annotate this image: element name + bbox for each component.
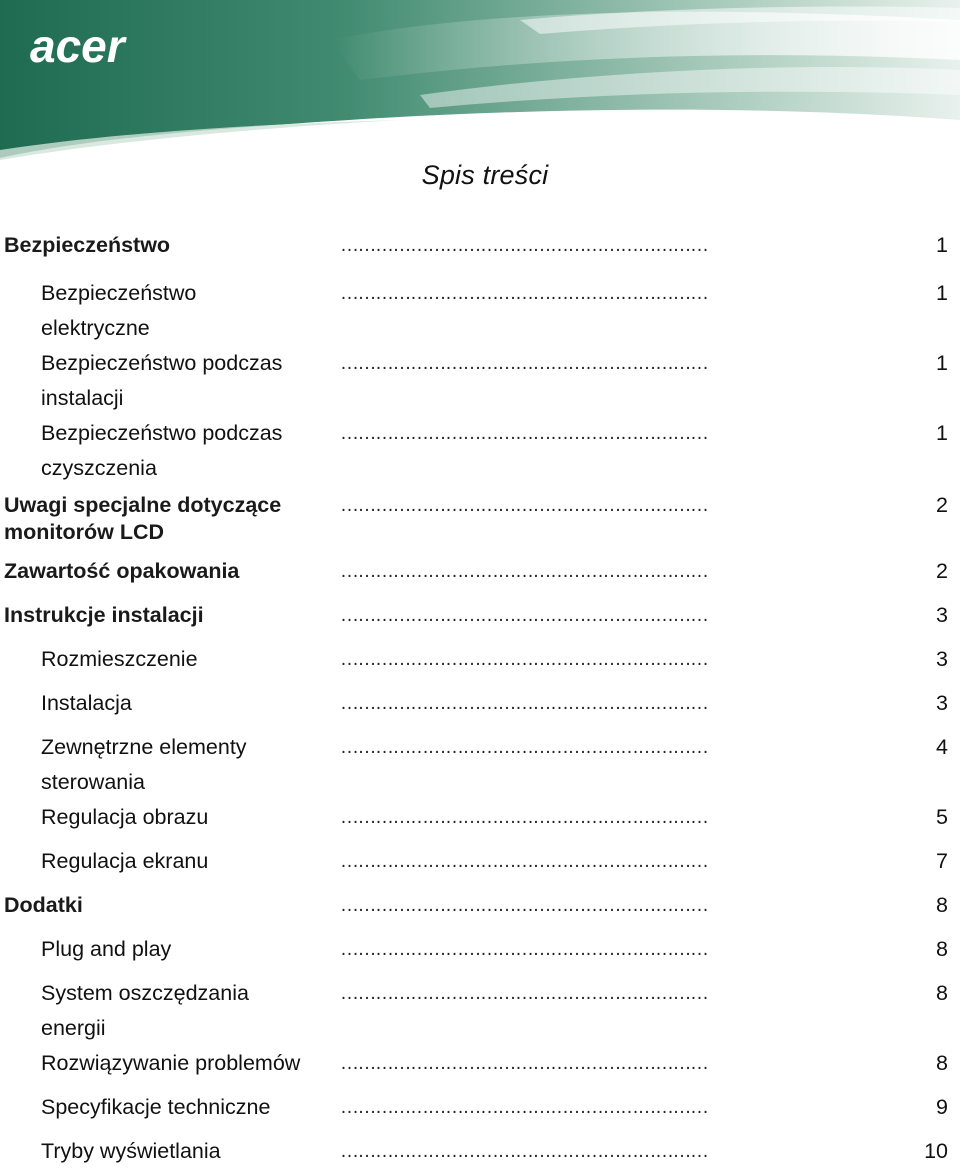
toc-entry-label: Dodatki xyxy=(4,893,83,917)
toc-entry-label: Bezpieczeństwo elektryczne xyxy=(41,281,197,340)
toc-entry-label: Regulacja obrazu xyxy=(41,805,209,829)
toc-page-number: 5 xyxy=(936,805,948,829)
toc-leader-dots: ……………………………………………………… xyxy=(340,353,708,374)
toc-leader-dots: ……………………………………………………… xyxy=(340,561,708,582)
toc-page-number: 8 xyxy=(936,893,948,917)
acer-logo: acer xyxy=(30,20,125,72)
toc-entry-label: Specyfikacje techniczne xyxy=(41,1095,271,1119)
toc-page-number: 8 xyxy=(936,981,948,1005)
toc-entry[interactable] xyxy=(0,1090,960,1125)
toc-entry-label: Tryby wyświetlania xyxy=(41,1139,221,1163)
toc-leader-dots: ……………………………………………………… xyxy=(340,895,708,916)
toc-entry[interactable] xyxy=(0,686,960,721)
toc-entry[interactable] xyxy=(0,888,960,923)
toc-leader-dots: ……………………………………………………… xyxy=(340,495,708,516)
toc-entry[interactable] xyxy=(0,276,960,346)
toc-entry-label: Instrukcje instalacji xyxy=(4,603,204,627)
toc-leader-dots: ……………………………………………………… xyxy=(340,605,708,626)
toc-leader-dots: ……………………………………………………… xyxy=(340,1141,708,1162)
toc-leader-dots: ……………………………………………………… xyxy=(340,851,708,872)
toc-entry-label: Rozwiązywanie problemów xyxy=(41,1051,301,1075)
toc-leader-dots: ……………………………………………………… xyxy=(340,1053,708,1074)
toc-entry[interactable] xyxy=(0,976,960,1046)
toc-leader-dots: ……………………………………………………… xyxy=(340,423,708,444)
toc-entry[interactable] xyxy=(0,416,960,486)
toc-entry-label: Bezpieczeństwo podczas czyszczenia xyxy=(41,421,283,480)
toc-page-number: 1 xyxy=(936,233,948,257)
header-banner xyxy=(0,0,960,160)
toc-leader-dots: ……………………………………………………… xyxy=(340,1097,708,1118)
toc-page-number: 8 xyxy=(936,1051,948,1075)
toc-leader-dots: ……………………………………………………… xyxy=(340,737,708,758)
toc-page-number: 3 xyxy=(936,647,948,671)
toc-entry-label: Zewnętrzne elementy sterowania xyxy=(41,735,247,794)
toc-entry-label: Bezpieczeństwo podczas instalacji xyxy=(41,351,283,410)
toc-page-number: 8 xyxy=(936,937,948,961)
toc-entry[interactable] xyxy=(0,1046,960,1081)
toc-entry[interactable] xyxy=(0,1134,960,1169)
toc-page-number: 1 xyxy=(936,421,948,445)
toc-leader-dots: ……………………………………………………… xyxy=(340,283,708,304)
toc-page-number: 3 xyxy=(936,691,948,715)
toc-page-number: 1 xyxy=(936,351,948,375)
toc-page-number: 2 xyxy=(936,559,948,583)
toc-entry-label: Instalacja xyxy=(41,691,132,715)
page-title: Spis treści xyxy=(421,160,549,190)
toc-entry[interactable] xyxy=(0,730,960,800)
toc-page-number: 2 xyxy=(936,493,948,517)
toc-leader-dots: ……………………………………………………… xyxy=(340,807,708,828)
toc-entry[interactable] xyxy=(0,800,960,835)
toc-entry-label: Bezpieczeństwo xyxy=(4,233,171,257)
toc-page-number: 1 xyxy=(936,281,948,305)
toc-entry-label: Regulacja ekranu xyxy=(41,849,209,873)
toc-page-number: 10 xyxy=(924,1139,948,1163)
toc-entry-label: Zawartość opakowania xyxy=(4,559,240,583)
toc-page-number: 4 xyxy=(936,735,948,759)
toc-entry[interactable] xyxy=(0,844,960,879)
toc-entry-label: System oszczędzania energii xyxy=(41,981,249,1040)
toc-entry-label: Plug and play xyxy=(41,937,172,961)
banner-graphic xyxy=(0,0,960,160)
toc-entry[interactable] xyxy=(0,488,960,550)
toc-entry-label: Uwagi specjalne dotyczące monitorów LCD xyxy=(4,493,282,544)
toc-page-number: 3 xyxy=(936,603,948,627)
toc-leader-dots: ……………………………………………………… xyxy=(340,983,708,1004)
toc-entry[interactable] xyxy=(0,554,960,589)
toc-entry[interactable] xyxy=(0,346,960,416)
toc-entry[interactable] xyxy=(0,642,960,677)
toc-entry[interactable] xyxy=(0,228,960,263)
toc-leader-dots: ……………………………………………………… xyxy=(340,235,708,256)
toc-leader-dots: ……………………………………………………… xyxy=(340,693,708,714)
toc-entry[interactable] xyxy=(0,598,960,633)
toc-entry[interactable] xyxy=(0,932,960,967)
toc-page-number: 7 xyxy=(936,849,948,873)
toc-entry-label: Rozmieszczenie xyxy=(41,647,198,671)
toc-leader-dots: ……………………………………………………… xyxy=(340,649,708,670)
toc-leader-dots: ……………………………………………………… xyxy=(340,939,708,960)
toc-page-number: 9 xyxy=(936,1095,948,1119)
